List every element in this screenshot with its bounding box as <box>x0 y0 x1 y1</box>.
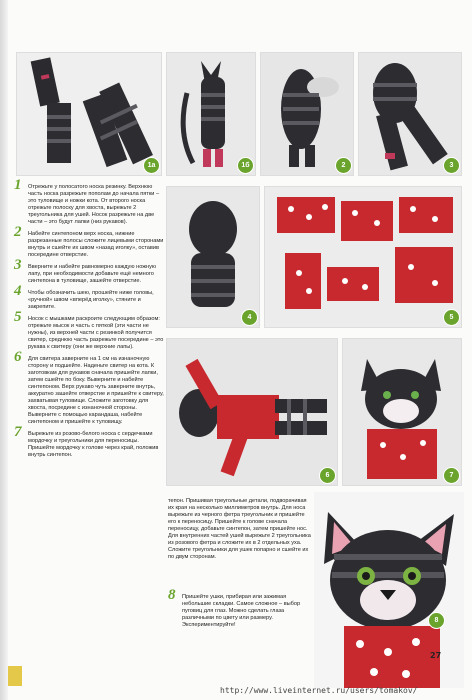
photo-step-3 <box>358 52 462 176</box>
legs-illustration <box>359 53 461 175</box>
step-number: 6 <box>14 349 22 365</box>
step-5 <box>14 309 164 351</box>
final-cat-illustration <box>314 492 464 688</box>
step-8-inner <box>168 587 308 629</box>
cat-face-illustration <box>343 339 461 485</box>
step-number: 1 <box>14 177 22 193</box>
photo-step-4 <box>166 186 260 328</box>
step-badge: 1a <box>143 157 160 174</box>
step-badge: 6 <box>319 467 336 484</box>
step-badge: 4 <box>241 309 258 326</box>
step-number: 2 <box>14 224 22 240</box>
side-marker <box>8 666 22 686</box>
page-binding <box>0 0 8 700</box>
neck-illustration <box>167 187 259 327</box>
step-number: 7 <box>14 424 22 440</box>
step-text: Для свитера заверните на 1 см на изнаночную сторону и подшейте. Наденьте свитер на кота. К заготовкам для рукавов сначала пришейте лапки, затем сшейте по боку. Выверните и набейте синтепоном. Верх рукаво чуть заверните внутрь, аккуратно зашейте отверстие и пришейте к свитеру, захватывая туловище. Сложите заготовку для хвоста, посредине с изнаночной стороны. Выверните с помощью карандаша, набейте синтепоном и пришейте к туловищу. <box>28 356 164 425</box>
step-badge: 1б <box>237 157 254 174</box>
step-number: 8 <box>168 587 176 603</box>
step-2 <box>14 224 164 259</box>
step-badge: 2 <box>335 157 352 174</box>
step-number: 4 <box>14 283 22 299</box>
page-number: 27 <box>430 651 442 660</box>
step-text: Чтобы обозначить шею, прошейте ниже головы, «ручной» швом «вперёд иголку», стяните и закрепите. <box>28 290 154 310</box>
socks-illustration <box>17 53 161 175</box>
step-4 <box>14 283 164 311</box>
step-text: Вырежьте из розово-белого носка с сердечками мордочку и треугольники для переносицы. Пришейте мордочку к голове через край, положив внутрь синтепон. <box>28 431 159 458</box>
step-7 <box>14 424 164 459</box>
step-text: Вверните и набейте равномерно каждую ножную лапу, при необходимости добавьте ещё немного синтепона в туловище, зашейте отверстие. <box>28 264 157 284</box>
photo-step-1a <box>16 52 162 176</box>
step-number: 3 <box>14 257 22 273</box>
photo-final-cat <box>314 492 464 688</box>
step-badge: 7 <box>443 467 460 484</box>
step-badge: 8 <box>428 612 445 629</box>
photo-step-2 <box>260 52 354 176</box>
step-1 <box>14 177 164 226</box>
instructions-column <box>14 177 164 464</box>
step-8 <box>168 587 308 634</box>
photo-step-7 <box>342 338 462 486</box>
sweater-cat-illustration <box>167 339 337 485</box>
photo-step-5 <box>264 186 462 328</box>
step-number: 5 <box>14 309 22 325</box>
photo-step-6 <box>166 338 338 486</box>
step-text: Носок с мышками раскроите следующим образом: отрежьте мысок и часть с пяткой (эти части не нужны), из верхней части с резинкой получится свитер, среднюю часть разрежьте посередине – это рукава к свитеру (они же верхние лапы). <box>28 316 164 350</box>
step-6 <box>14 349 164 426</box>
step-badge: 5 <box>443 309 460 326</box>
step-text: Набейте синтепоном верх носка, нижние разрезанные полосы сложите лицевыми сторонами внутрь и сшейте их швом «назад иголку», оставив посередине отверстие. <box>28 231 164 258</box>
photo-step-1b <box>166 52 256 176</box>
step-text: Отрежьте у полосатого носка резинку. Верхнюю часть носка разрежьте пополам до начала пятки – это туловище и ножки кота. От второго носка отрежьте полоску для хвоста, вырежьте 2 треугольника для ушей. Носок разрежьте на две части – это будут лапки (низ рукавов). <box>28 184 160 225</box>
step-3 <box>14 257 164 285</box>
step-badge: 3 <box>443 157 460 174</box>
mouse-sock-illustration <box>265 187 461 327</box>
instructions-continuation: тепон. Пришивая треугольные детали, подворачивая их края на несколько миллиметров внутрь. Для носа вырежьте из черного фетра треугольник и пришейте его к переносицу. Пришейте к голове сначала переносицу, добавьте синтепон, затем пришейте нос. Для внутренних частей ушей вырежьте 2 треугольника из розового фетра и сложите их в 2 отдельных уха. Сложите треугольники для ушек попарно и сшейте их по двум сторонам. <box>168 498 311 560</box>
source-url: http://www.liveinternet.ru/users/tomakov/ <box>220 686 418 695</box>
step-text: Пришейте ушки, прибирая или зажимая небольшие складки. Самое сложное – выбор пуговиц для глаз. Можно сделать глаза различными по цвету или размеру. Экспериментируйте! <box>182 594 301 628</box>
